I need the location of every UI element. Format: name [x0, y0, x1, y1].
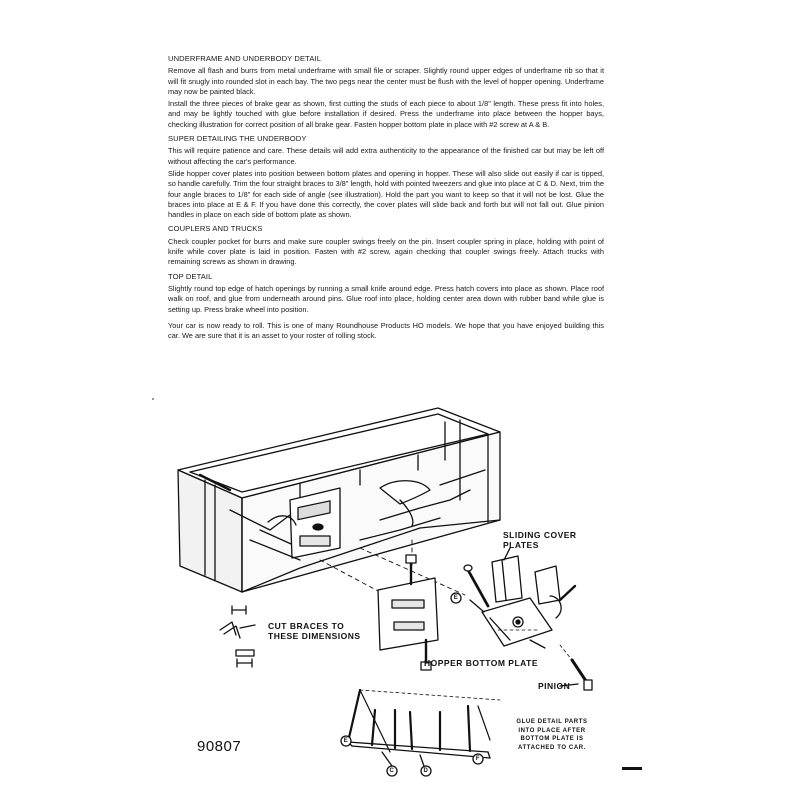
brace-pieces	[220, 606, 254, 667]
section-heading-couplers: COUPLERS AND TRUCKS	[168, 224, 263, 234]
section-heading-top-detail: TOP DETAIL	[168, 271, 213, 281]
paragraph-underframe-1: Remove all flash and burrs from metal underframe with small file or scraper. Slightly round upper edges of underframe rib so that it will fit snugly into rounded slot in each bay. The two pegs near the center must be flush with the level of hopper opening. Underframe may now be painted black.	[168, 66, 604, 96]
callout-d: D	[423, 768, 429, 774]
hopper-car-body	[178, 408, 500, 592]
hopper-bottom-plate-label: HOPPER BOTTOM PLATE	[424, 658, 539, 668]
section-heading-super-detailing: SUPER DETAILING THE UNDERBODY	[168, 134, 307, 144]
pinion-label: PINION	[538, 681, 571, 691]
glue-note-label: GLUE DETAIL PARTS INTO PLACE AFTER BOTTOM PLATE IS ATTACHED TO CAR.	[516, 719, 588, 751]
callout-c: C	[389, 768, 395, 774]
section-heading-underframe: UNDERFRAME AND UNDERBODY DETAIL	[168, 54, 322, 63]
hopper-bottom-plate-exploded	[378, 555, 438, 670]
callout-e: E	[343, 738, 349, 744]
paragraph-super-detailing-2: Slide hopper cover plates into position between bottom plates and opening in hopper. These will also slide out easily if car is tipped, so handle carefully. Trim the four straight braces to 3/8" length, hold with pointed tweezers and glue into place at C & D. Next, trim the four angle braces to 1/8" for each side of angle (see illustration). Hold the part you want to keep so that it will not be lost. Glue the braces into place at E & F. If you have done this correctly, the cover plates will slide back and forth but will not fall out. Glue pinion handles in place on each side of bottom plate as shown.	[168, 168, 604, 220]
closing-paragraph: Your car is now ready to roll. This is one of many Roundhouse Products HO models. We hope that you have enjoyed building this car. We are sure that it is an asset to your roster of rolling stock.	[168, 320, 604, 341]
paragraph-super-detailing-1: This will require patience and care. These details will add extra authenticity to the appearance of the finished car but may be left off without affecting the car's performance.	[168, 146, 604, 166]
paragraph-couplers: Check coupler pocket for burrs and make sure coupler swings freely on the pin. Insert coupler spring in place, holding with point of knife while cover plate is laid in position. Fasten with #2 screw, again checking that coupler swings freely. Attach trucks with remaining screws as shown in drawing.	[168, 236, 604, 267]
sliding-cover-plates-part	[464, 556, 575, 646]
callout-e-top: E	[453, 595, 459, 601]
part-number: 90807	[197, 738, 242, 755]
paragraph-top-detail: Slightly round top edge of hatch openings by running a small knife around edge. Press hatch covers into place as shown. Place roof walk on roof, and glue from underneath around pins. Glue roof into place, holding center area down with rubber band while glue is setting up. Press brake wheel into position.	[168, 283, 604, 314]
cut-braces-label: CUT BRACES TO THESE DIMENSIONS	[268, 621, 361, 641]
page-dash-mark	[622, 767, 642, 770]
paragraph-underframe-2: Install the three pieces of brake gear as shown, first cutting the studs of each piece to about 1/8" length. These press fit into holes, and may be lightly touched with glue before installation if desired. Press the underframe into place between the hopper bays, checking illustration for correct position of all brake gear. Fasten hopper bottom plate in place with #2 screw at A & B.	[168, 99, 604, 129]
sliding-cover-plates-label: SLIDING COVER PLATES	[503, 530, 577, 550]
callout-f: F	[475, 756, 481, 762]
